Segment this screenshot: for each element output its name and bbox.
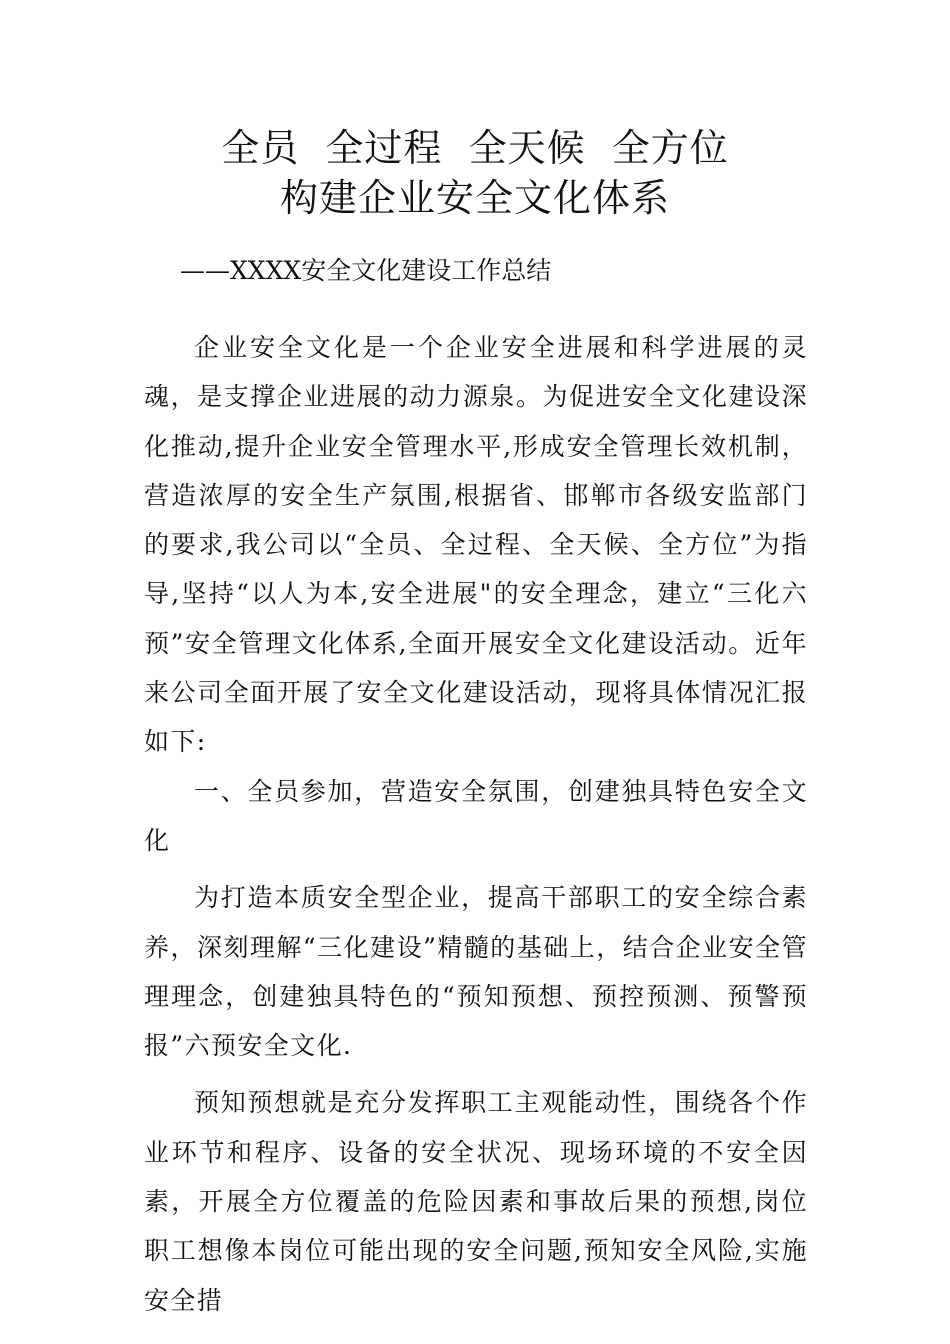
- paragraph-six-prevention: 为打造本质安全型企业，提高干部职工的安全综合素养，深刻理解“三化建设”精髓的基础上，结合企业安全管理理念，创建独具特色的“预知预想、预控预测、预警预报”六预安全文化.: [144, 883, 808, 1061]
- paragraph-intro: 企业安全文化是一个企业安全进展和科学进展的灵魂，是支撑企业进展的动力源泉。为促进安全文化建设深化推动,提升企业安全管理水平,形成安全管理长效机制，营造浓厚的安全生产氛围,根据省、邯郸市各级安监部门的要求,我公司以“全员、全过程、全天候、全方位”为指导,坚持“以人为本,安全进展"的安全理念，建立“三化六预”安全管理文化体系,全面开展安全文化建设活动。近年来公司全面开展了安全文化建设活动，现将具体情况汇报如下:: [144, 333, 808, 757]
- document-title-line-1: 全员 全过程 全天候 全方位: [221, 126, 729, 170]
- document-title-line-2: 构建企业安全文化体系: [279, 176, 670, 220]
- paragraph-foresight: 预知预想就是充分发挥职工主观能动性，围绕各个作业环节和程序、设备的安全状况、现场环境的不安全因素，开展全方位覆盖的危险因素和事故后果的预想,岗位职工想像本岗位可能出现的安全问题,预知安全风险,实施安全措: [144, 1088, 808, 1315]
- document-body: [144, 323, 808, 1325]
- section-heading-1: 一、全员参加，营造安全氛围，创建独具特色安全文化: [144, 776, 808, 855]
- document-subtitle: ——XXXX安全文化建设工作总结: [180, 256, 552, 285]
